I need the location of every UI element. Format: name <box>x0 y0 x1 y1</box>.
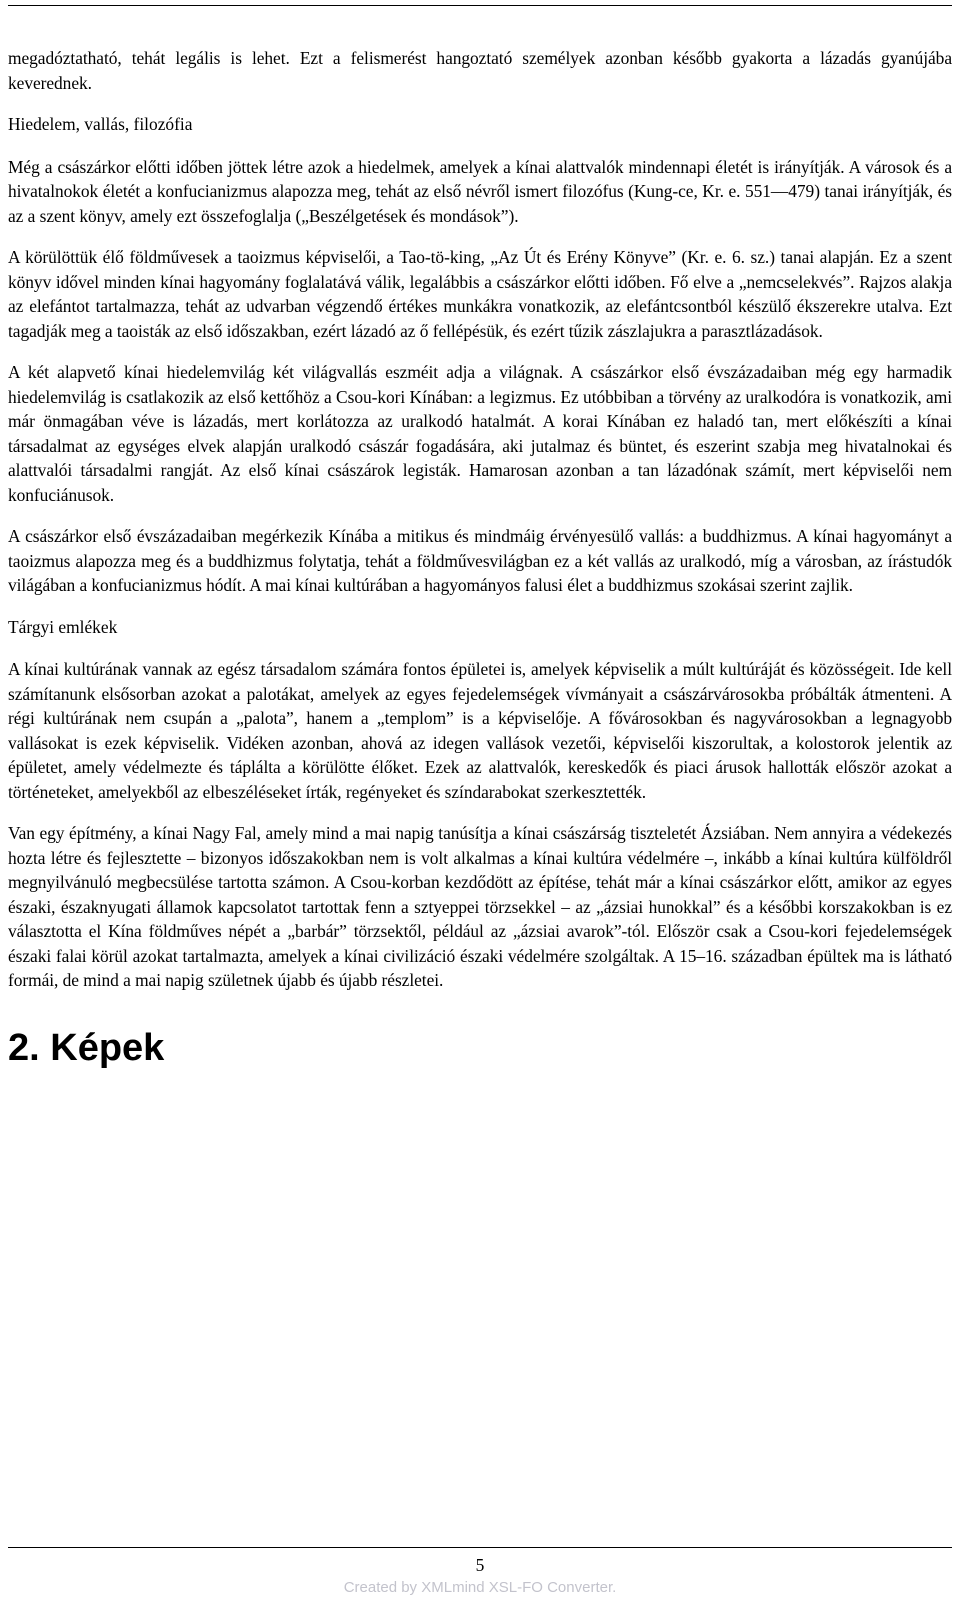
paragraph-confucianism: Még a császárkor előtti időben jöttek létre azok a hiedelmek, amelyek a kínai alattvalók mindennapi életét is irányítják. A városok és a hivatalnokok életét a konfucianizmus alapozza meg, tehát az első névről ismert filozófus (Kung-ce, Kr. e. 551—479) tanai irányítják, és az a szent könyv, amely ezt összefoglalja („Beszélgetések és mondások”). <box>8 156 952 226</box>
subheading-artifacts: Tárgyi emlékek <box>8 616 118 637</box>
document-body <box>8 46 952 1071</box>
paragraph-legism: A két alapvető kínai hiedelemvilág két világvallás eszméit adja a világnak. A császárkor első évszázadaiban még egy harmadik hiedelemvilág is csatlakozik az első kettőhöz a Csou-kori Kínában: a legizmus. Ez utóbbiban a törvény az uralkodóra is vonatkozik, ami már önmagában véve is lázadás, mert korlátozza az uralkodó hatalmát. A korai Kínában ez haladó tan, mert előkészíti a kínai társadalmat az egységes elvek alapján uralkodó császár fogadására, aki jutalmaz és büntet, és eszerint szabja meg hivatalnokai és alattvalói társadalmi rangját. Az első kínai császárok legisták. Hamarosan azonban a tan lázadónak számít, mert képviselői nem konfuciánusok. <box>8 362 952 505</box>
paragraph-buildings: A kínai kultúrának vannak az egész társadalom számára fontos épületei is, amelyek képviselik a múlt kultúráját és közösségeit. Ide kell számítanunk elsősorban azokat a palotákat, amelyek az egyes fejedelemségek vívmányait a császárvárosokba próbálták átmenteni. A régi kultúrának nem csupán a „palota”, hanem a „templom” is a képviselője. A fővárosokban és nagyvárosokban a legnagyobb vallásokat is ezek képviselik. Vidéken azonban, ahová az idegen vallások vezetői, képviselői kiszorultak, a kolostorok jelentik az épületet, amely védelmezte és táplálta a körülötte élőket. Ezek az alattvalók, kereskedők és piaci árusok hallották először azokat a történeteket, amelyekből az elbeszéléseket írták, regényeket és színdarabokat szerkesztették. <box>8 659 952 802</box>
subheading-belief: Hiedelem, vallás, filozófia <box>8 114 193 134</box>
section-heading: 2. Képek <box>8 1026 165 1069</box>
paragraph-great-wall: Van egy építmény, a kínai Nagy Fal, amely mind a mai napig tanúsítja a kínai császárság tiszteletét Ázsiában. Nem annyira a védekezés hozta létre és fejlesztette – bizonyos időszakokban nem is volt alkalmas a kínai kultúra védelmére –, inkább a kínai kultúra külföldről megnyilvánuló megbecsülése tartotta számon. A Csou-korban kezdődött az építése, tehát már a kínai császárkor előtt, amikor az egyes északi, északnyugati államok kapcsolatot tartottak fenn a sztyeppei törzsekkel – az „ázsiai hunokkal” és a későbbi korszakokban is ez választotta el Kína földműves népét a „barbár” törzsektől, például az „ázsiai avarok”-tól. Először csak a Csou-kori fejedelemségek északi falai körül azokat tartalmazta, amelyek a kínai civilizáció északi védelmére szolgáltak. A 15–16. században épültek ma is látható formái, de mind a mai napig születnek újabb és újabb részletei. <box>8 823 952 990</box>
converter-credit: Created by XMLmind XSL-FO Converter. <box>343 1579 617 1596</box>
page-number: 5 <box>475 1555 485 1575</box>
header-rule <box>8 5 952 6</box>
paragraph-buddhism: A császárkor első évszázadaiban megérkezik Kínába a mitikus és mindmáig érvényesülő vallás: a buddhizmus. A kínai hagyományt a taoizmus alapozza meg és a buddhizmus folytatja, tehát a földművesvilágban ez a két vallás az uralkodó, míg a városban, az írástudók világában a konfucianizmus hódít. A mai kínai kultúrában a hagyományos falusi élet a buddhizmus szokásai szerint zajlik. <box>8 526 952 595</box>
paragraph-intro: megadóztatható, tehát legális is lehet. Ezt a felismerést hangoztató személyek azonban később gyakorta a lázadás gyanújába keverednek. <box>8 48 952 93</box>
footer-rule <box>8 1547 952 1548</box>
paragraph-taoism: A körülöttük élő földművesek a taoizmus képviselői, a Tao-tö-king, „Az Út és Erény Könyve” (Kr. e. 6. sz.) tanai alapján. Ez a szent könyv idővel minden kínai hagyomány foglalatává válik, legalábbis a császárkor előtti időben. Fő elve a „nemcselekvés”. Rajzos alakja az elefántot tartalmazza, tehát az udvarban végzendő értékes munkákra vonatkozik, az elefántcsontból készülő ékszerekre utalva. Ezt tagadják meg a taoisták az első időszakban, ezért lázadó az ő fellépésük, és ezért tűzik zászlajukra a parasztlázadások. <box>8 247 952 341</box>
